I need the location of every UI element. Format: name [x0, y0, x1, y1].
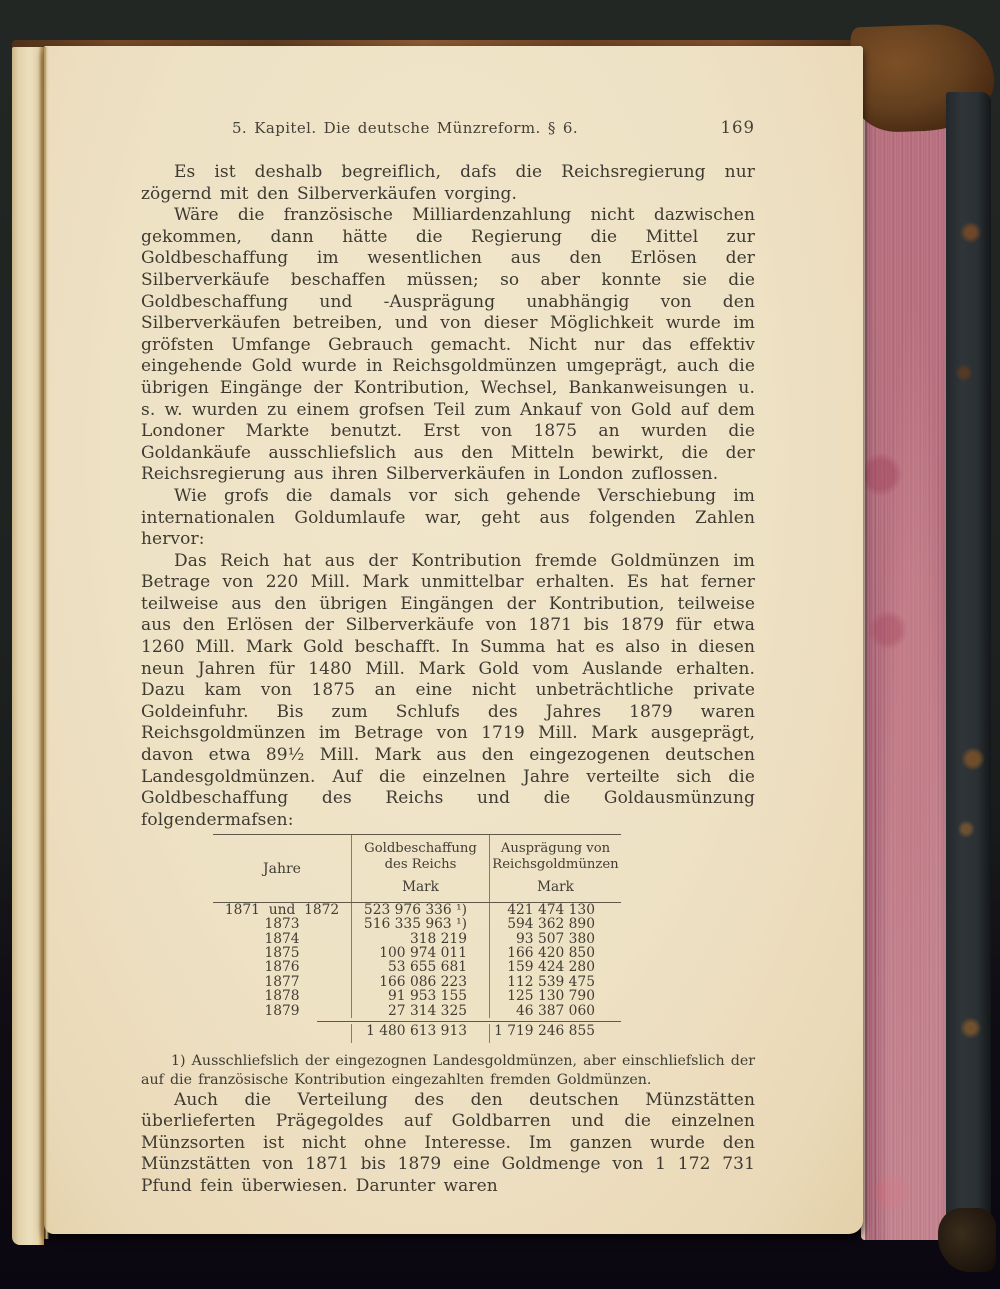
table-header-procurement [351, 835, 489, 901]
paragraph: Das Reich hat aus der Kontribution fremde Goldmünzen im Betrage von 220 Mill. Mark unmittelbar erhalten. Es hat ferner teilweise aus den übrigen Eingängen der Kontribution, teilweise aus den Erlösen der Silberverkäufe von 1871 bis 1879 für etwa 1260 Mill. Mark Gold beschafft. In Summa hat es also in diesen neun Jahren für 1480 Mill. Mark Gold vom Auslande erhalten. Dazu kam von 1875 an eine nicht unbeträchtliche private Goldeinfuhr. Bis zum Schlufs des Jahres 1879 waren Reichsgoldmünzen im Betrage von 1719 Mill. Mark ausgeprägt, davon etwa 89¹⁄₂ Mill. Mark aus den eingezogenen deutschen Landesgoldmünzen. Auf die einzelnen Jahre verteilte sich die Goldbeschaffung des Reichs und die Goldausmünzung folgendermafsen: [141, 550, 755, 830]
paragraph: Es ist deshalb begreiflich, dafs die Reichsregierung nur zögernd mit den Silberverkäufen vorging. [141, 162, 755, 204]
total-coinage: 1 719 246 855 [489, 1024, 621, 1043]
table-totals-row [213, 1021, 621, 1043]
table-header-row [213, 835, 621, 901]
paragraph: Wäre die französische Milliardenzahlung nicht dazwischen gekommen, dann hätte die Regierung die Mittel zur Goldbeschaffung im wesentlichen aus den Erlösen der Silberverkäufe beschaffen müssen; so aber konnte sie die Goldbeschaffung und -Ausprägung unabhängig von den Silberverkäufen betreiben, und von dieser Möglichkeit wurde im gröfsten Umfange Gebrauch gemacht. Nicht nur das effektiv eingehende Gold wurde in Reichsgoldmünzen umgeprägt, auch die übrigen Eingänge der Kontribution, Wechsel, Bankanweisungen u. s. w. wurden zu einem grofsen Teil zum Ankauf von Gold auf dem Londoner Markte benutzt. Erst von 1875 an wurden die Goldankäufe ausschliefslich aus den Mitteln bewirkt, die der Reichsregierung aus ihren Silberverkäufen in London zuflossen. [141, 205, 755, 485]
page-gutter-crease [40, 47, 49, 1239]
gold-coinage-table [213, 834, 621, 1043]
table-row: 1876 53 655 681 159 424 280 [213, 960, 621, 974]
chapter-heading: 5. Kapitel. Die deutsche Münzreform. § 6. [231, 119, 579, 137]
leather-cover-corner-bottom [938, 1208, 996, 1272]
paragraph: Wie grofs die damals vor sich gehende Verschiebung im internationalen Goldumlaufe war, geht aus folgenden Zahlen hervor: [141, 485, 755, 550]
table-row: 1871 und 1872 523 976 336 ¹) 421 474 130 [213, 903, 621, 917]
table-header-procurement-label: Goldbeschaffung des Reichs [364, 841, 477, 872]
footnote: 1) Ausschliefslich der eingezognen Landesgoldmünzen, aber einschliefslich der auf die französische Kontribution eingezahlten fremden Goldmünzen. [141, 1052, 755, 1088]
table-header-years [213, 835, 351, 901]
book-cover-right-edge [946, 92, 991, 1262]
table-row: 1873 516 335 963 ¹) 594 362 890 [213, 917, 621, 931]
book-page [44, 46, 863, 1234]
table-unit-label: Mark [402, 878, 439, 895]
table-row: 1877 166 086 223 112 539 475 [213, 975, 621, 989]
table-unit-label: Mark [537, 878, 574, 895]
table-header-years-label: Jahre [263, 860, 301, 877]
table-row: 1874 318 219 93 507 380 [213, 932, 621, 946]
total-procurement: 1 480 613 913 [351, 1024, 489, 1043]
book-fore-edge-pages [861, 44, 950, 1240]
page-text-block [141, 118, 755, 1198]
table-row: 1879 27 314 325 46 387 060 [213, 1004, 621, 1018]
paragraph: Auch die Verteilung des den deutschen Münzstätten überlieferten Prägegoldes auf Goldbarren und die einzelnen Münzsorten ist nicht ohne Interesse. Im ganzen wurde den Münzstätten von 1871 bis 1879 eine Goldmenge von 1 172 731 Pfund fein überwiesen. Darunter waren [141, 1089, 755, 1196]
table-row: 1875 100 974 011 166 420 850 [213, 946, 621, 960]
table-row: 1878 91 953 155 125 130 790 [213, 989, 621, 1003]
table-body [213, 903, 621, 1018]
page-number: 169 [720, 118, 755, 137]
table-header-coinage [489, 835, 621, 901]
running-head [141, 118, 755, 137]
table-header-coinage-label: Ausprägung von Reichsgoldmünzen [492, 841, 619, 872]
